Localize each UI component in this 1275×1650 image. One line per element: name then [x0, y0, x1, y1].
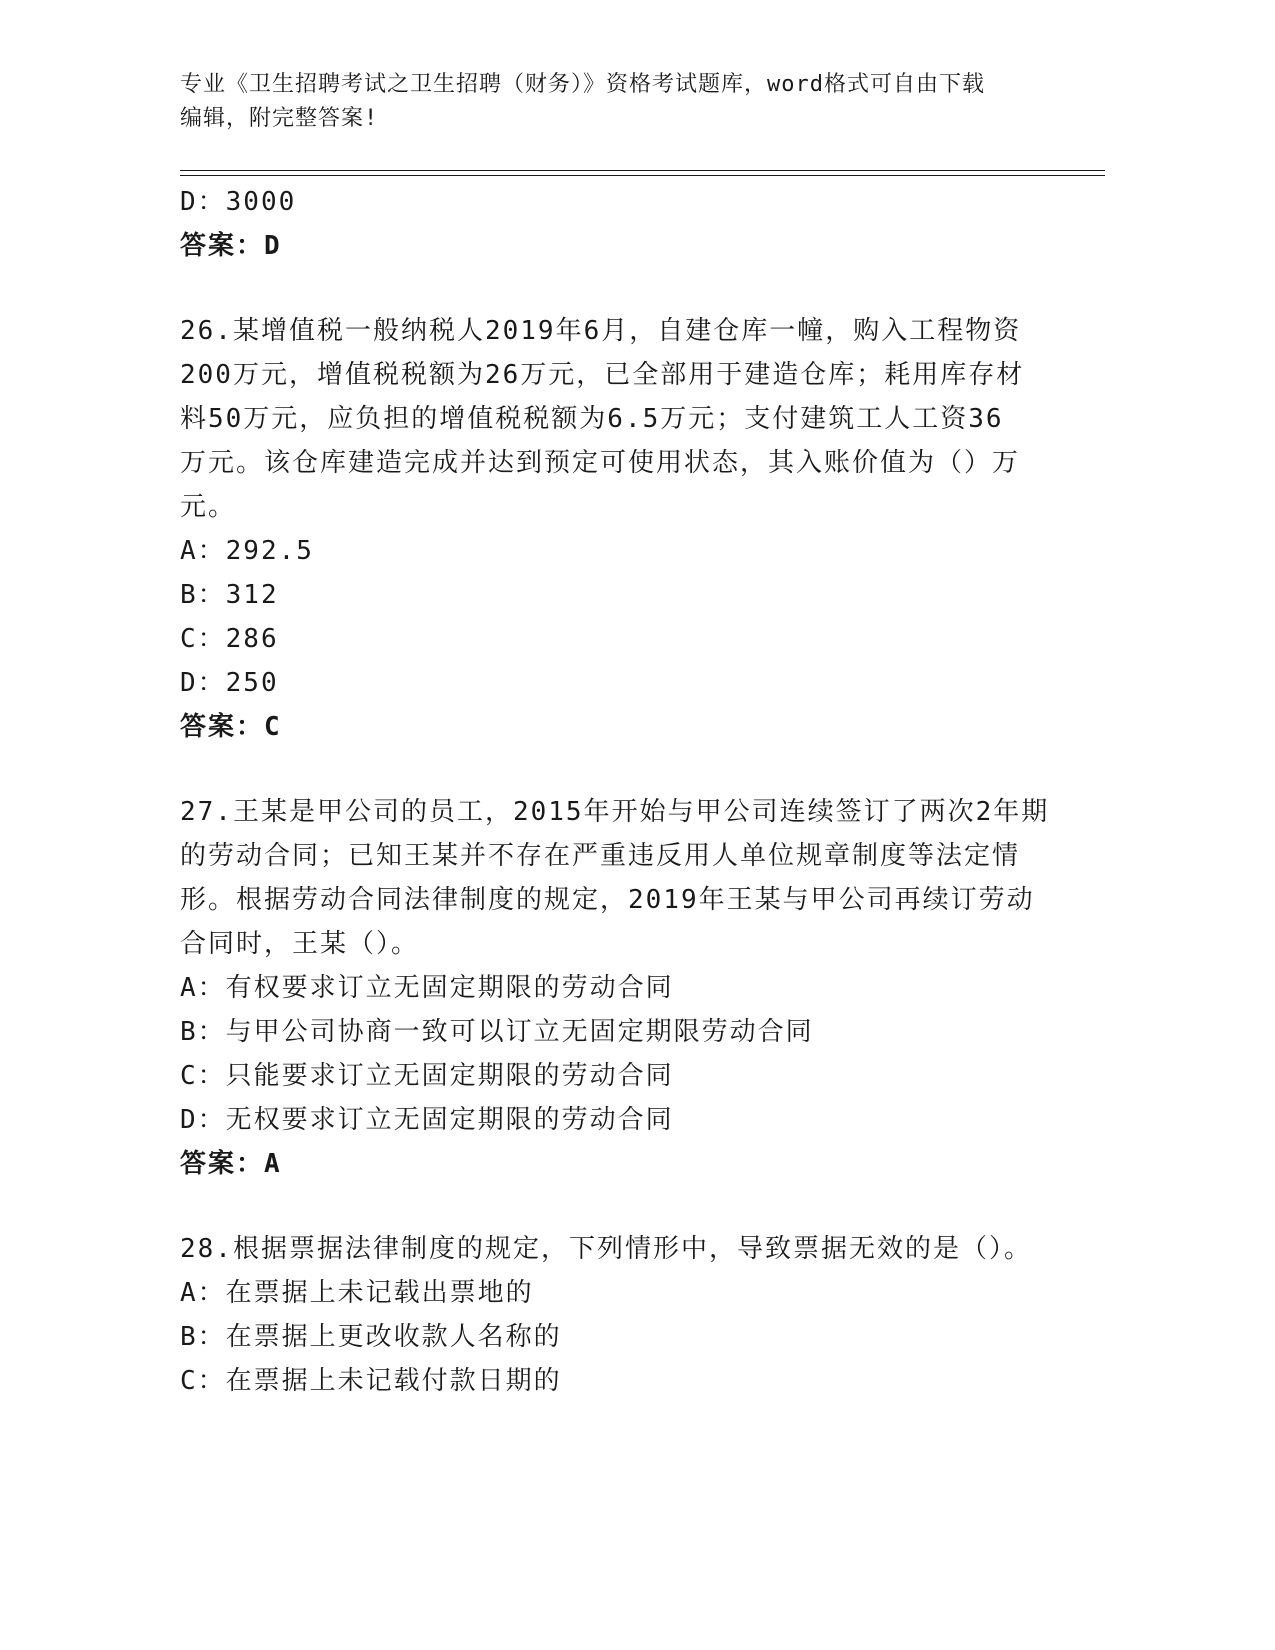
- answer: 答案：C: [180, 712, 282, 742]
- question-text-line: 元。: [180, 492, 237, 522]
- question-text-line: 26.某增值税一般纳税人2019年6月，自建仓库一幢，购入工程物资: [180, 316, 1022, 346]
- question-gap: [180, 268, 1050, 309]
- question-text-line: 合同时，王某（）。: [180, 929, 420, 959]
- option-b: B：在票据上更改收款人名称的: [180, 1322, 562, 1352]
- question-26: [180, 309, 1050, 749]
- option-c: C：286: [180, 624, 279, 654]
- question-28: [180, 1227, 1050, 1403]
- question-text-line: 万元。该仓库建造完成并达到预定可使用状态，其入账价值为（）万: [180, 448, 1021, 478]
- question-text-line: 28.根据票据法律制度的规定，下列情形中，导致票据无效的是（）。: [180, 1234, 1032, 1264]
- question-gap: [180, 1186, 1050, 1227]
- prev-question-option-d: D：3000: [180, 187, 297, 217]
- question-text-line: 200万元，增值税税额为26万元，已全部用于建造仓库；耗用库存材: [180, 360, 1025, 390]
- question-text-line: 的劳动合同；已知王某并不存在严重违反用人单位规章制度等法定情: [180, 841, 1021, 871]
- page-header: [180, 68, 1040, 136]
- answer: 答案：A: [180, 1149, 282, 1179]
- question-27: [180, 790, 1050, 1186]
- header-title-line-1: 专业《卫生招聘考试之卫生招聘（财务）》资格考试题库，word格式可自由下载: [180, 72, 985, 97]
- header-title-line-2: 编辑，附完整答案!: [180, 106, 379, 131]
- header-divider-bottom: [180, 175, 1105, 176]
- option-c: C：只能要求订立无固定期限的劳动合同: [180, 1061, 674, 1091]
- option-a: A：在票据上未记载出票地的: [180, 1278, 534, 1308]
- prev-question-answer: 答案：D: [180, 231, 282, 261]
- question-text-line: 形。根据劳动合同法律制度的规定，2019年王某与甲公司再续订劳动: [180, 885, 1035, 915]
- option-c: C：在票据上未记载付款日期的: [180, 1366, 562, 1396]
- question-text-line: 料50万元，应负担的增值税税额为6.5万元；支付建筑工人工资36: [180, 404, 1004, 434]
- question-text-line: 27.王某是甲公司的员工，2015年开始与甲公司连续签订了两次2年期: [180, 797, 1050, 827]
- question-content: [180, 180, 1050, 1403]
- option-a: A：有权要求订立无固定期限的劳动合同: [180, 973, 674, 1003]
- option-d: D：无权要求订立无固定期限的劳动合同: [180, 1105, 674, 1135]
- option-b: B：与甲公司协商一致可以订立无固定期限劳动合同: [180, 1017, 814, 1047]
- question-gap: [180, 749, 1050, 790]
- option-d: D：250: [180, 668, 279, 698]
- header-divider-top: [180, 170, 1105, 171]
- option-a: A：292.5: [180, 536, 314, 566]
- option-b: B：312: [180, 580, 279, 610]
